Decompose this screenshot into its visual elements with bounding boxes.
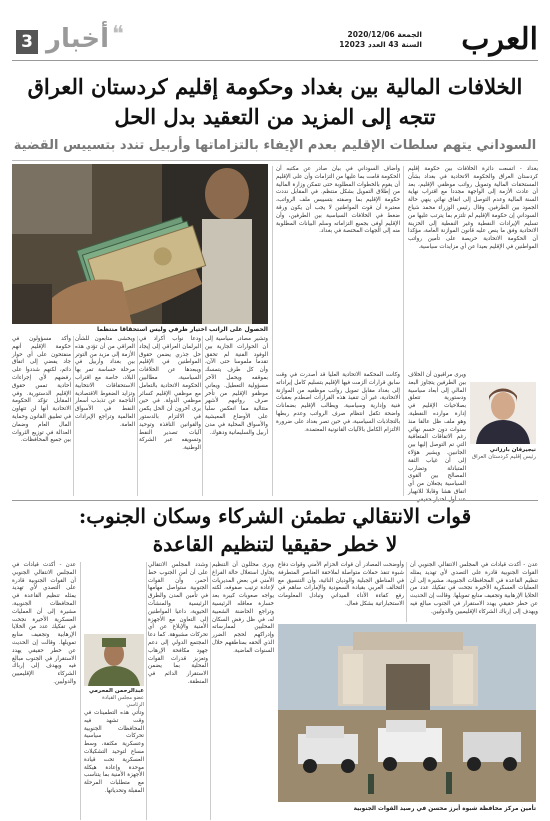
story1-column-lower-2: ودعا نواب أكراد في البرلمان العراقي إلى إيجاد حل جذري يضمن حقوق المواطنين في الإقليم ويبعدها عن الخلافات السياسية، مطالبين الحكومة الاتحادية بالتعامل مع موظفي الإقليم كسائر موظفي الدولة. في حين يرى آخرون أن الحل يكمن في الالتزام بالدستور والقوانين النافذة وتوحيد آليات تصدير النفط وتسويقه عبر الشركة الوطنية. — [139, 336, 201, 452]
story2-column-5: وتأتي هذه التطمينات في وقت تشهد فيه المحافظات الجنوبية تحركات سياسية وعسكرية مكثفة، وسط مساع لتوحيد التشكيلات العسكرية تحت قيادة موحدة وإعادة هيكلة الأجهزة الأمنية بما يتناسب مع متطلبات المرحلة المقبلة وتحدياتها. — [84, 710, 144, 794]
story2-headline-line1: قوات الانتقالي تطمئن الشركاء وسكان الجنوب: — [78, 504, 472, 528]
story2-column-2: وأوضحت المصادر أن قوات الحزام الأمني وقوات دفاع شبوة تنفذ حملات متواصلة لملاحقة العناصر المتطرفة في المناطق الجبلية والوديان النائية، وأن التنسيق مع التحالف العربي بقيادة السعودية والإمارات ساهم في رفع كفاءة الأداء الميداني وتبادل المعلومات الاستخباراتية بشكل فعال. — [278, 562, 404, 607]
column-divider — [73, 336, 74, 496]
column-divider — [406, 562, 407, 622]
column-divider — [272, 166, 273, 496]
military-checkpoint-image — [278, 624, 536, 802]
story1-headline-line1: الخلافات المالية بين بغداد وحكومة إقليم كردستان العراق — [27, 74, 523, 99]
story2-photo — [278, 624, 536, 802]
story2-author-role: عضو مجلس القيادة الرئاسي — [102, 695, 144, 708]
story2-author-name: عبدالرحمن المحرمي — [88, 688, 144, 694]
money-hands-image — [12, 164, 268, 324]
headline-divider — [12, 160, 538, 161]
story1-photo-caption: الحصول على الراتب اختيار ظرفي وليس استحقاقا منتظما — [97, 326, 268, 333]
story1-column-lower-4: وأكد مسؤولون في حكومة الإقليم أنهم منفتحون على أي حوار جاد يفضي إلى اتفاق دائم، لكنهم شددوا على رفضهم لأي إجراءات أحادية تمس حقوق الإقليم الدستورية. وفي المقابل تؤكد الحكومة الاتحادية أنها لن تتهاون في تطبيق القانون وحماية المال العام وضمان العدالة في توزيع الثروات بين جميع المحافظات. — [12, 336, 71, 444]
column-divider — [80, 562, 81, 820]
story-divider — [12, 500, 538, 501]
story1-column-lower-1: وتشير مصادر سياسية إلى أن الحوارات الجارية بين الوفود الفنية لم تحقق تقدما ملموسا حتى الآن، وأن كل طرف يتمسك بموقفه ويحمل الآخر مسؤولية التعطيل. ويعاني موظفو الإقليم من تأخر صرف رواتبهم لأشهر متتالية مما انعكس سلبا على الأوضاع المعيشية والأسواق المحلية في مدن أربيل والسليمانية ودهوك. — [205, 336, 268, 436]
quote-icon: ❝ — [112, 22, 124, 47]
column-divider — [210, 562, 211, 820]
column-divider — [202, 336, 203, 496]
story1-subheadline: السوداني يتهم سلطات الإقليم بعدم الإيفاء بالتزاماتها وأربيل تندد بتسييس القضية — [13, 138, 537, 153]
page-header — [0, 0, 550, 70]
story1-column-right-top: بغداد - اتسعت دائرة الخلافات بين حكومة إقليم كردستان العراق والحكومة الاتحادية في بغداد بشأن المستحقات المالية وتمويل رواتب موظفي الإقليم، بعد أن عادت الأزمة إلى الواجهة مجددا مع اقتراب نهاية السنة المالية وعدم التوصل إلى اتفاق نهائي ينهي حالة الجمود بين الطرفين. وقال رئيس الوزراء محمد شياع السوداني إن حكومة الإقليم لم تلتزم بما يترتب عليها من تسليم الإيرادات النفطية وغير النفطية إلى الخزينة الاتحادية وفق ما ينص عليه قانون الموازنة العامة، مؤكدا أن الحكومة الاتحادية حريصة على تأمين رواتب المواطنين في الإقليم بعيدا عن أي مزايدات سياسية. — [408, 166, 538, 250]
author-name: نيجيرفان بارزاني — [489, 447, 536, 453]
story1-headline-line2: تتجه إلى المزيد من التعقيد بدل الحل — [114, 104, 436, 129]
page-number: 3 — [16, 30, 38, 54]
story2-column-6: عدن - أكدت قيادات في المجلس الانتقالي الجنوبي أن القوات الجنوبية قادرة على التصدي لأي تهديد يمثله تنظيم القاعدة في المحافظات الجنوبية، مشيرة إلى أن العمليات العسكرية الأخيرة نجحت في تفكيك عدد من الخلايا الإرهابية وتجفيف منابع تمويلها. وقالت إن الحديث عن خطر حقيقي يهدد الاستقرار في الجنوب مبالغ فيه ويهدف إلى إرباك الشركاء الإقليميين والدوليين. — [12, 562, 76, 685]
issue-date: الجمعة 2020/12/06 — [347, 30, 422, 39]
column-divider — [146, 562, 147, 820]
column-divider — [403, 166, 404, 496]
newspaper-logo: العرب — [461, 22, 538, 57]
section-title: أخبار — [46, 24, 109, 54]
author-portrait — [470, 382, 536, 444]
story1-photo — [12, 164, 268, 324]
story1-column-lower-3: ويخشى متابعون للشأن العراقي من أن تؤدي هذه الأزمة إلى مزيد من التوتر بين بغداد وأربيل في مرحلة حساسة تمر بها البلاد، خاصة مع اقتراب الاستحقاقات الانتخابية وتزايد الضغوط الاقتصادية الناجمة عن تذبذب أسعار النفط في الأسواق العالمية وتراجع الإيرادات العامة. — [75, 336, 135, 428]
story1-column-mid-top: وأضاف السوداني في بيان صادر عن مكتبه أن الحكومة قامت بما عليها من التزامات وأن على الإقليم أن يقوم بالخطوات المطلوبة حتى تتمكن وزارة المالية من إطلاق التمويل بشكل منتظم. في المقابل نددت حكومة الإقليم بما وصفته بتسييس ملف الرواتب، معتبرة أن قوت المواطنين لا يجب أن يكون ورقة ضغط في الخلافات السياسية بين الطرفين، وأن الإقليم أوفى بجميع التزاماته وسلم البيانات المطلوبة منه إلى الجهات المختصة في بغداد. — [276, 166, 400, 235]
story1-column-right-lower: ويرى مراقبون أن الخلاف بين الطرفين يتجاوز البعد المالي إلى أبعاد سياسية ودستورية تتعلق بصلاحيات الإقليم في إدارة موارده النفطية، وهو ملف ظل عالقا منذ سنوات دون حسم نهائي رغم الاتفاقات المتعاقبة التي تم التوصل إليها بين الجانبين. ويشير هؤلاء إلى أن غياب الثقة المتبادلة وتضارب المصالح بين القوى السياسية يجعلان من أي اتفاق هشا وقابلا للانهيار — [408, 372, 466, 495]
story2-column-3: ويرى محللون أن التنظيم يحاول استغلال حالة الفراغ الأمني في بعض المديريات لإعادة ترتيب صفوفه، لكنه يواجه صعوبات كبيرة بعد خسارة معاقله الرئيسية وتراجع الحاضنة الشعبية له، في ظل رفض السكان المحليين لممارساته وإدراكهم لحجم الضرر الذي ألحقه بمناطقهم خلال السنوات الماضية. — [212, 562, 274, 654]
portrait-image — [84, 634, 144, 686]
story2-author-portrait — [84, 634, 144, 686]
story2-headline-line2: لا خطر حقيقيا لتنظيم القاعدة — [152, 532, 398, 556]
story2-column-4: وشدد المجلس الانتقالي على أن أمن الجنوب خط أحمر، وأن القوات الجنوبية ستواصل مهامها في تأمين المدن والطرق الرئيسية والمنشآت الحيوية، داعيا المواطنين إلى التعاون مع الأجهزة الأمنية والإبلاغ عن أي تحركات مشبوهة. كما دعا المجتمع الدولي إلى دعم جهود مكافحة الإرهاب وتعزيز قدرات القوات المحلية بما يضمن الاستقرار الدائم في المنطقة. — [148, 562, 208, 685]
story2-photo-caption: تأمين مركز محافظة شبوة أبرز محسن في رصيد القوات الجنوبية — [353, 806, 536, 812]
issue-info — [339, 30, 422, 50]
author-role: رئيس إقليم كردستان العراق — [471, 454, 536, 460]
issue-number: السنة 43 العدد 12023 — [339, 40, 422, 49]
story1-column-mid-lower: وكانت المحكمة الاتحادية العليا قد أصدرت في وقت سابق قرارات ألزمت فيها الإقليم بتسليم كامل إيراداته إلى بغداد مقابل تمويل رواتب موظفيه من الموازنة الاتحادية، غير أن تنفيذ هذه القرارات اصطدم بعقبات فنية وإدارية وسياسية. ويطالب الإقليم بضمانات واضحة تكفل انتظام صرف الرواتب وعدم ربطها بالتجاذبات السياسية، في حين تصر بغداد على ضرورة الالتزام الكامل بالآليات القانونية المعتمدة. — [276, 372, 400, 433]
portrait-image — [470, 382, 536, 444]
column-divider — [137, 336, 138, 496]
header-divider — [12, 60, 538, 61]
story2-column-1: عدن - أكدت قيادات في المجلس الانتقالي الجنوبي أن القوات الجنوبية قادرة على التصدي لأي تهديد يمثله تنظيم القاعدة في المحافظات الجنوبية، مشيرة إلى أن العمليات العسكرية الأخيرة نجحت في تفكيك عدد من الخلايا الإرهابية وتجفيف منابع تمويلها. وقالت إن الحديث عن خطر حقيقي يهدد الاستقرار في الجنوب مبالغ فيه ويهدف إلى إرباك الشركاء الإقليميين والدوليين. — [410, 562, 538, 615]
